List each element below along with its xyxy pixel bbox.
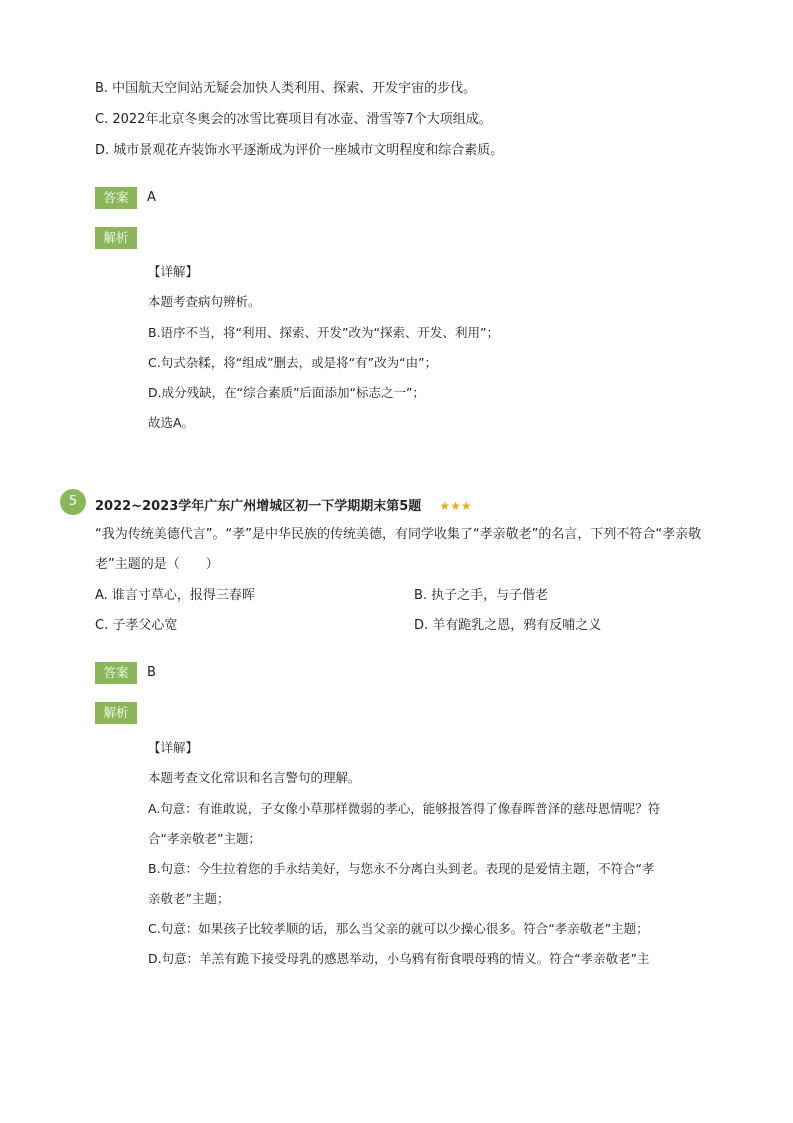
option-a: A. 谁言寸草心，报得三春晖 [95,588,255,603]
option-b: B. 中国航天空间站无疑会加快人类利用、探索、开发宇宙的步伐。 [95,81,477,96]
option-b: B. 执子之手，与子偕老 [414,588,549,603]
answer-value: A [147,190,156,205]
analysis-line: C.句式杂糅，将“组成”删去，或是将“有”改为“由”； [148,355,438,370]
analysis-line: C.句意：如果孩子比较孝顺的话，那么当父亲的就可以少操心很多。符合“孝亲敬老”主题； [148,921,649,936]
analysis-line: D.句意：羊羔有跪下接受母乳的感恩举动，小乌鸦有衔食喂母鸦的情义。符合“孝亲敬老”主 [148,951,650,966]
analysis-line: 合“孝亲敬老”主题； [148,831,261,846]
option-c: C. 子孝父心宽 [95,618,178,633]
answer-value: B [147,665,156,680]
analysis-line: 【详解】 [148,740,199,755]
analysis-line: 本题考查文化常识和名言警句的理解。 [148,770,361,785]
analysis-line: 本题考查病句辨析。 [148,294,261,309]
option-d: D. 城市景观花卉装饰水平逐渐成为评价一座城市文明程度和综合素质。 [95,143,504,158]
analysis-line: 【详解】 [148,264,199,279]
option-d: D. 羊有跪乳之恩，鸦有反哺之义 [414,618,602,633]
analysis-line: B.语序不当，将“利用、探索、开发”改为“探索、开发、利用”； [148,325,499,340]
question-number-badge: 5 [60,489,86,515]
question-title [95,497,472,516]
analysis-tag[interactable]: 解析 [95,702,137,724]
analysis-line: 亲敬老”主题； [148,891,230,906]
analysis-tag[interactable]: 解析 [95,227,137,249]
analysis-line: 故选A。 [148,415,195,430]
answer-tag[interactable]: 答案 [95,662,137,684]
analysis-line: D.成分残缺，在“综合素质”后面添加“标志之一”； [148,385,426,400]
answer-tag[interactable]: 答案 [95,187,137,209]
question-stem-line: 老”主题的是（ ） [95,557,219,572]
question-stem-line: “我为传统美德代言”。“孝”是中华民族的传统美德，有同学收集了“孝亲敬老”的名言，下列不符合“孝亲敬 [95,527,702,542]
question-source-title: 2022~2023学年广东广州增城区初一下学期期末第5题 [95,499,422,514]
analysis-line: B.句意：今生拉着您的手永结美好，与您永不分离白头到老。表现的是爱情主题，不符合“孝 [148,861,655,876]
option-c: C. 2022年北京冬奥会的冰雪比赛项目有冰壶、滑雪等7个大项组成。 [95,112,492,127]
analysis-line: A.句意：有谁敢说，子女像小草那样微弱的孝心，能够报答得了像春晖普泽的慈母恩情呢？符 [148,801,661,816]
difficulty-stars-icon: ★★★ [439,499,472,513]
